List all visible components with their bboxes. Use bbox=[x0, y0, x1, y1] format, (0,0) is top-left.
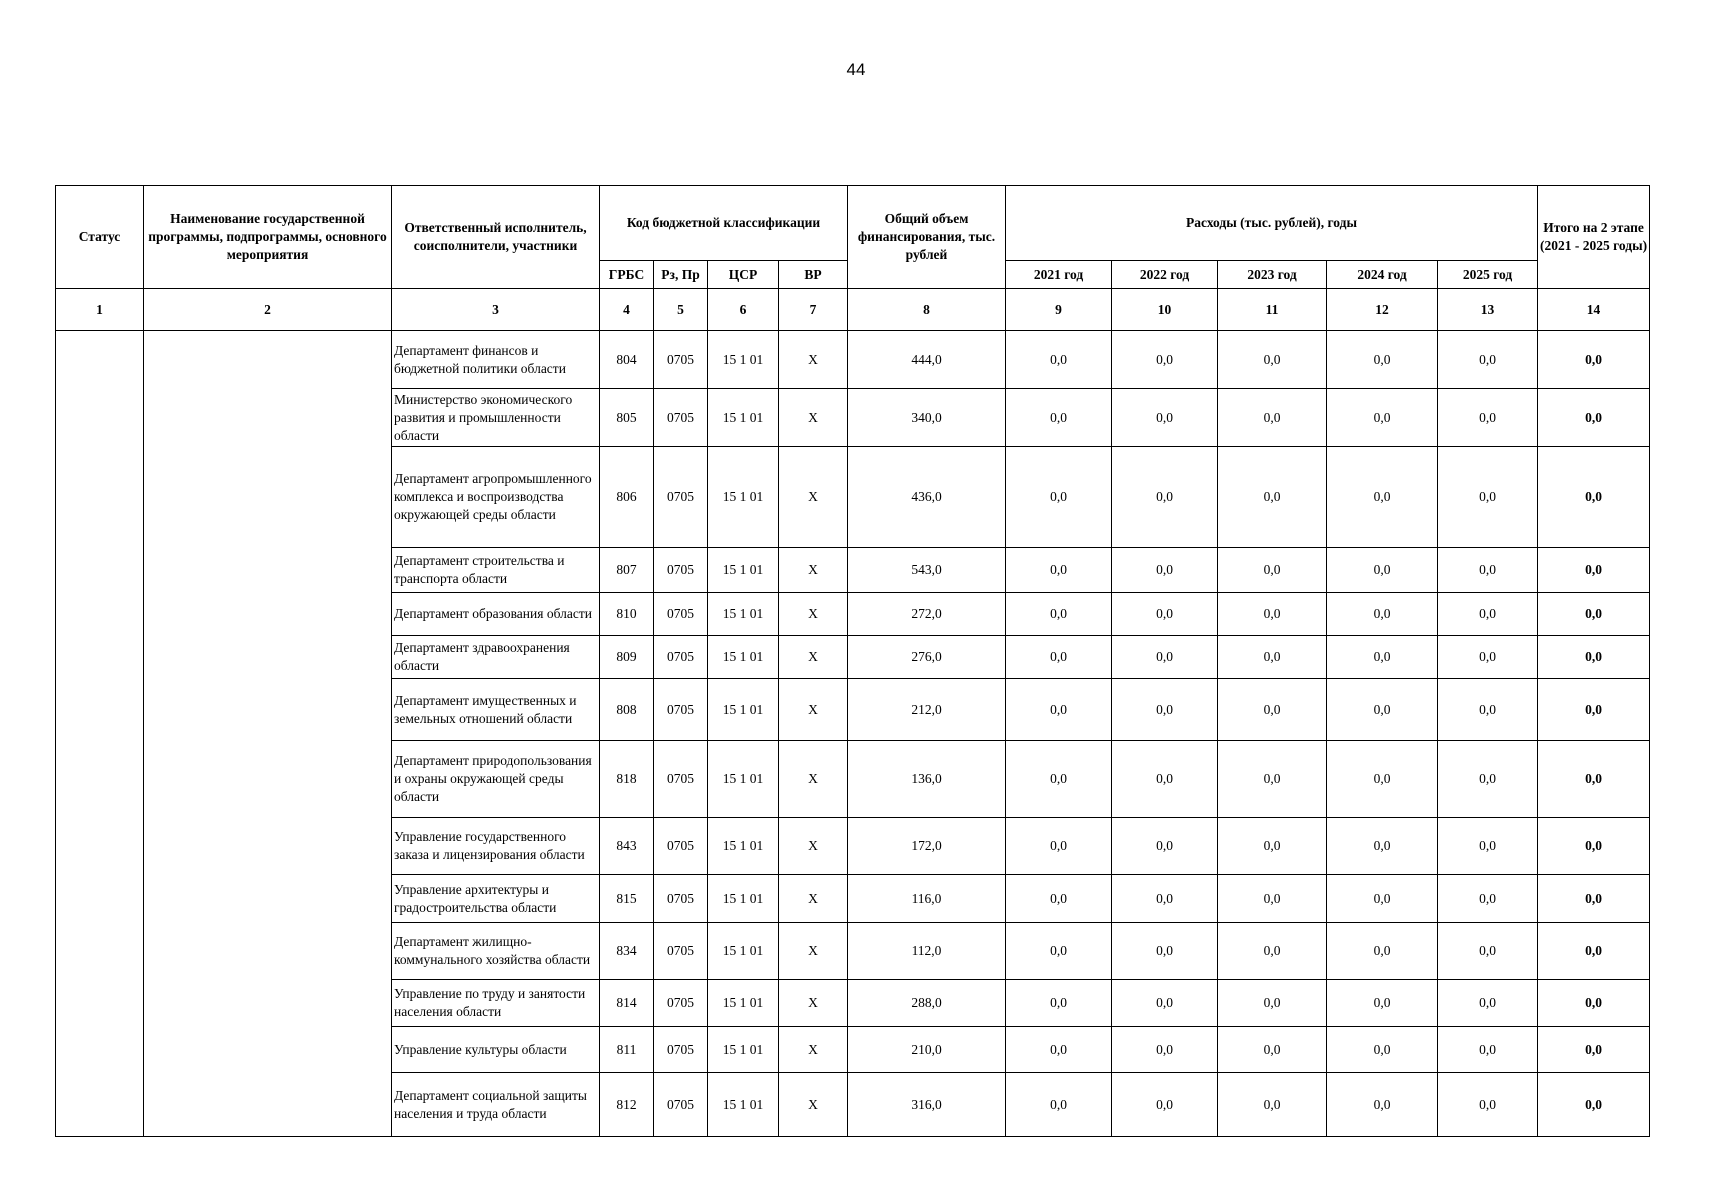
vr-cell: X bbox=[779, 1027, 848, 1073]
rz-pr-cell: 0705 bbox=[654, 447, 708, 548]
executor-cell: Департамент природопользования и охраны окружающей среды области bbox=[392, 741, 600, 818]
year-2021-cell: 0,0 bbox=[1006, 389, 1112, 447]
vr-cell: X bbox=[779, 980, 848, 1027]
year-2021-cell: 0,0 bbox=[1006, 923, 1112, 980]
executor-cell: Департамент имущественных и земельных отношений области bbox=[392, 679, 600, 741]
year-2022-cell: 0,0 bbox=[1112, 636, 1218, 679]
stage-total-cell: 0,0 bbox=[1538, 818, 1650, 875]
rz-pr-cell: 0705 bbox=[654, 593, 708, 636]
grbs-cell: 818 bbox=[600, 741, 654, 818]
csr-cell: 15 1 01 bbox=[708, 923, 779, 980]
year-2024-cell: 0,0 bbox=[1327, 593, 1438, 636]
grbs-cell: 843 bbox=[600, 818, 654, 875]
total-volume-cell: 543,0 bbox=[848, 548, 1006, 593]
stage-total-cell: 0,0 bbox=[1538, 875, 1650, 923]
year-2025-cell: 0,0 bbox=[1438, 923, 1538, 980]
year-2022-cell: 0,0 bbox=[1112, 593, 1218, 636]
year-2021-cell: 0,0 bbox=[1006, 875, 1112, 923]
header-year-2023: 2023 год bbox=[1218, 261, 1327, 289]
budget-table bbox=[55, 185, 1650, 1137]
total-volume-cell: 112,0 bbox=[848, 923, 1006, 980]
rz-pr-cell: 0705 bbox=[654, 679, 708, 741]
total-volume-cell: 436,0 bbox=[848, 447, 1006, 548]
year-2021-cell: 0,0 bbox=[1006, 679, 1112, 741]
column-number: 14 bbox=[1538, 289, 1650, 331]
grbs-cell: 806 bbox=[600, 447, 654, 548]
grbs-cell: 814 bbox=[600, 980, 654, 1027]
year-2021-cell: 0,0 bbox=[1006, 1027, 1112, 1073]
vr-cell: X bbox=[779, 636, 848, 679]
header-executor: Ответственный исполнитель, соисполнители, участники bbox=[392, 186, 600, 289]
year-2025-cell: 0,0 bbox=[1438, 331, 1538, 389]
grbs-cell: 834 bbox=[600, 923, 654, 980]
year-2025-cell: 0,0 bbox=[1438, 818, 1538, 875]
csr-cell: 15 1 01 bbox=[708, 1073, 779, 1137]
rz-pr-cell: 0705 bbox=[654, 1027, 708, 1073]
total-volume-cell: 116,0 bbox=[848, 875, 1006, 923]
csr-cell: 15 1 01 bbox=[708, 447, 779, 548]
vr-cell: X bbox=[779, 548, 848, 593]
year-2025-cell: 0,0 bbox=[1438, 1073, 1538, 1137]
column-number: 3 bbox=[392, 289, 600, 331]
header-year-2024: 2024 год bbox=[1327, 261, 1438, 289]
grbs-cell: 807 bbox=[600, 548, 654, 593]
csr-cell: 15 1 01 bbox=[708, 636, 779, 679]
rz-pr-cell: 0705 bbox=[654, 741, 708, 818]
year-2024-cell: 0,0 bbox=[1327, 331, 1438, 389]
year-2022-cell: 0,0 bbox=[1112, 679, 1218, 741]
grbs-cell: 805 bbox=[600, 389, 654, 447]
year-2024-cell: 0,0 bbox=[1327, 923, 1438, 980]
grbs-cell: 812 bbox=[600, 1073, 654, 1137]
vr-cell: X bbox=[779, 447, 848, 548]
executor-cell: Департамент здравоохранения области bbox=[392, 636, 600, 679]
stage-total-cell: 0,0 bbox=[1538, 980, 1650, 1027]
year-2024-cell: 0,0 bbox=[1327, 875, 1438, 923]
year-2021-cell: 0,0 bbox=[1006, 331, 1112, 389]
header-budget-code: Код бюджетной классификации bbox=[600, 186, 848, 261]
year-2023-cell: 0,0 bbox=[1218, 636, 1327, 679]
year-2022-cell: 0,0 bbox=[1112, 447, 1218, 548]
rz-pr-cell: 0705 bbox=[654, 923, 708, 980]
column-number: 8 bbox=[848, 289, 1006, 331]
year-2021-cell: 0,0 bbox=[1006, 447, 1112, 548]
rz-pr-cell: 0705 bbox=[654, 980, 708, 1027]
stage-total-cell: 0,0 bbox=[1538, 548, 1650, 593]
csr-cell: 15 1 01 bbox=[708, 875, 779, 923]
year-2023-cell: 0,0 bbox=[1218, 1027, 1327, 1073]
header-program-name: Наименование государственной программы, подпрограммы, основного мероприятия bbox=[144, 186, 392, 289]
column-number: 12 bbox=[1327, 289, 1438, 331]
year-2025-cell: 0,0 bbox=[1438, 636, 1538, 679]
executor-cell: Департамент образования области bbox=[392, 593, 600, 636]
year-2021-cell: 0,0 bbox=[1006, 593, 1112, 636]
header-year-2021: 2021 год bbox=[1006, 261, 1112, 289]
grbs-cell: 804 bbox=[600, 331, 654, 389]
year-2023-cell: 0,0 bbox=[1218, 447, 1327, 548]
column-numbers-row bbox=[56, 289, 1650, 331]
rz-pr-cell: 0705 bbox=[654, 818, 708, 875]
grbs-cell: 810 bbox=[600, 593, 654, 636]
year-2023-cell: 0,0 bbox=[1218, 548, 1327, 593]
year-2025-cell: 0,0 bbox=[1438, 679, 1538, 741]
csr-cell: 15 1 01 bbox=[708, 548, 779, 593]
stage-total-cell: 0,0 bbox=[1538, 593, 1650, 636]
executor-cell: Управление по труду и занятости населения области bbox=[392, 980, 600, 1027]
total-volume-cell: 340,0 bbox=[848, 389, 1006, 447]
executor-cell: Министерство экономического развития и промышленности области bbox=[392, 389, 600, 447]
executor-cell: Департамент строительства и транспорта области bbox=[392, 548, 600, 593]
total-volume-cell: 288,0 bbox=[848, 980, 1006, 1027]
year-2024-cell: 0,0 bbox=[1327, 741, 1438, 818]
grbs-cell: 809 bbox=[600, 636, 654, 679]
column-number: 2 bbox=[144, 289, 392, 331]
table-row bbox=[56, 331, 1650, 389]
year-2021-cell: 0,0 bbox=[1006, 636, 1112, 679]
year-2025-cell: 0,0 bbox=[1438, 593, 1538, 636]
year-2024-cell: 0,0 bbox=[1327, 1027, 1438, 1073]
grbs-cell: 808 bbox=[600, 679, 654, 741]
csr-cell: 15 1 01 bbox=[708, 818, 779, 875]
stage-total-cell: 0,0 bbox=[1538, 741, 1650, 818]
year-2022-cell: 0,0 bbox=[1112, 980, 1218, 1027]
header-status: Статус bbox=[56, 186, 144, 289]
stage-total-cell: 0,0 bbox=[1538, 923, 1650, 980]
column-number: 6 bbox=[708, 289, 779, 331]
csr-cell: 15 1 01 bbox=[708, 331, 779, 389]
rz-pr-cell: 0705 bbox=[654, 389, 708, 447]
vr-cell: X bbox=[779, 331, 848, 389]
executor-cell: Департамент агропромышленного комплекса и воспроизводства окружающей среды области bbox=[392, 447, 600, 548]
year-2023-cell: 0,0 bbox=[1218, 980, 1327, 1027]
program-name-cell bbox=[144, 331, 392, 1137]
year-2024-cell: 0,0 bbox=[1327, 1073, 1438, 1137]
column-number: 7 bbox=[779, 289, 848, 331]
year-2023-cell: 0,0 bbox=[1218, 1073, 1327, 1137]
executor-cell: Департамент финансов и бюджетной политики области bbox=[392, 331, 600, 389]
total-volume-cell: 136,0 bbox=[848, 741, 1006, 818]
header-total-volume: Общий объем финансирования, тыс. рублей bbox=[848, 186, 1006, 289]
year-2024-cell: 0,0 bbox=[1327, 636, 1438, 679]
year-2024-cell: 0,0 bbox=[1327, 389, 1438, 447]
vr-cell: X bbox=[779, 875, 848, 923]
year-2021-cell: 0,0 bbox=[1006, 1073, 1112, 1137]
year-2023-cell: 0,0 bbox=[1218, 593, 1327, 636]
rz-pr-cell: 0705 bbox=[654, 875, 708, 923]
vr-cell: X bbox=[779, 679, 848, 741]
rz-pr-cell: 0705 bbox=[654, 331, 708, 389]
year-2022-cell: 0,0 bbox=[1112, 331, 1218, 389]
year-2025-cell: 0,0 bbox=[1438, 447, 1538, 548]
column-number: 4 bbox=[600, 289, 654, 331]
grbs-cell: 811 bbox=[600, 1027, 654, 1073]
stage-total-cell: 0,0 bbox=[1538, 389, 1650, 447]
header-stage-total: Итого на 2 этапе (2021 - 2025 годы) bbox=[1538, 186, 1650, 289]
header-expenses: Расходы (тыс. рублей), годы bbox=[1006, 186, 1538, 261]
total-volume-cell: 276,0 bbox=[848, 636, 1006, 679]
year-2022-cell: 0,0 bbox=[1112, 875, 1218, 923]
executor-cell: Департамент социальной защиты населения и труда области bbox=[392, 1073, 600, 1137]
csr-cell: 15 1 01 bbox=[708, 593, 779, 636]
vr-cell: X bbox=[779, 1073, 848, 1137]
vr-cell: X bbox=[779, 389, 848, 447]
year-2022-cell: 0,0 bbox=[1112, 1027, 1218, 1073]
stage-total-cell: 0,0 bbox=[1538, 447, 1650, 548]
csr-cell: 15 1 01 bbox=[708, 679, 779, 741]
year-2022-cell: 0,0 bbox=[1112, 548, 1218, 593]
year-2025-cell: 0,0 bbox=[1438, 548, 1538, 593]
year-2024-cell: 0,0 bbox=[1327, 818, 1438, 875]
year-2024-cell: 0,0 bbox=[1327, 447, 1438, 548]
year-2022-cell: 0,0 bbox=[1112, 923, 1218, 980]
rz-pr-cell: 0705 bbox=[654, 1073, 708, 1137]
year-2024-cell: 0,0 bbox=[1327, 548, 1438, 593]
year-2021-cell: 0,0 bbox=[1006, 818, 1112, 875]
total-volume-cell: 316,0 bbox=[848, 1073, 1006, 1137]
year-2022-cell: 0,0 bbox=[1112, 741, 1218, 818]
column-number: 13 bbox=[1438, 289, 1538, 331]
year-2022-cell: 0,0 bbox=[1112, 818, 1218, 875]
vr-cell: X bbox=[779, 923, 848, 980]
csr-cell: 15 1 01 bbox=[708, 1027, 779, 1073]
stage-total-cell: 0,0 bbox=[1538, 331, 1650, 389]
rz-pr-cell: 0705 bbox=[654, 548, 708, 593]
stage-total-cell: 0,0 bbox=[1538, 679, 1650, 741]
status-cell bbox=[56, 331, 144, 1137]
executor-cell: Управление архитектуры и градостроительства области bbox=[392, 875, 600, 923]
vr-cell: X bbox=[779, 593, 848, 636]
total-volume-cell: 444,0 bbox=[848, 331, 1006, 389]
column-number: 1 bbox=[56, 289, 144, 331]
year-2022-cell: 0,0 bbox=[1112, 389, 1218, 447]
year-2024-cell: 0,0 bbox=[1327, 679, 1438, 741]
year-2025-cell: 0,0 bbox=[1438, 980, 1538, 1027]
csr-cell: 15 1 01 bbox=[708, 741, 779, 818]
total-volume-cell: 172,0 bbox=[848, 818, 1006, 875]
header-csr: ЦСР bbox=[708, 261, 779, 289]
year-2025-cell: 0,0 bbox=[1438, 1027, 1538, 1073]
total-volume-cell: 210,0 bbox=[848, 1027, 1006, 1073]
year-2022-cell: 0,0 bbox=[1112, 1073, 1218, 1137]
grbs-cell: 815 bbox=[600, 875, 654, 923]
year-2023-cell: 0,0 bbox=[1218, 331, 1327, 389]
year-2025-cell: 0,0 bbox=[1438, 875, 1538, 923]
column-number: 5 bbox=[654, 289, 708, 331]
stage-total-cell: 0,0 bbox=[1538, 1073, 1650, 1137]
year-2023-cell: 0,0 bbox=[1218, 923, 1327, 980]
header-year-2025: 2025 год bbox=[1438, 261, 1538, 289]
stage-total-cell: 0,0 bbox=[1538, 1027, 1650, 1073]
executor-cell: Департамент жилищно-коммунального хозяйства области bbox=[392, 923, 600, 980]
year-2023-cell: 0,0 bbox=[1218, 679, 1327, 741]
csr-cell: 15 1 01 bbox=[708, 980, 779, 1027]
vr-cell: X bbox=[779, 741, 848, 818]
year-2023-cell: 0,0 bbox=[1218, 741, 1327, 818]
vr-cell: X bbox=[779, 818, 848, 875]
year-2025-cell: 0,0 bbox=[1438, 741, 1538, 818]
page-number: 44 bbox=[846, 60, 866, 79]
year-2025-cell: 0,0 bbox=[1438, 389, 1538, 447]
year-2023-cell: 0,0 bbox=[1218, 389, 1327, 447]
year-2021-cell: 0,0 bbox=[1006, 548, 1112, 593]
column-number: 11 bbox=[1218, 289, 1327, 331]
year-2024-cell: 0,0 bbox=[1327, 980, 1438, 1027]
column-number: 9 bbox=[1006, 289, 1112, 331]
total-volume-cell: 272,0 bbox=[848, 593, 1006, 636]
year-2021-cell: 0,0 bbox=[1006, 980, 1112, 1027]
header-year-2022: 2022 год bbox=[1112, 261, 1218, 289]
header-vr: ВР bbox=[779, 261, 848, 289]
year-2021-cell: 0,0 bbox=[1006, 741, 1112, 818]
rz-pr-cell: 0705 bbox=[654, 636, 708, 679]
stage-total-cell: 0,0 bbox=[1538, 636, 1650, 679]
header-rz-pr: Рз, Пр bbox=[654, 261, 708, 289]
header-grbs: ГРБС bbox=[600, 261, 654, 289]
executor-cell: Управление государственного заказа и лицензирования области bbox=[392, 818, 600, 875]
total-volume-cell: 212,0 bbox=[848, 679, 1006, 741]
column-number: 10 bbox=[1112, 289, 1218, 331]
csr-cell: 15 1 01 bbox=[708, 389, 779, 447]
year-2023-cell: 0,0 bbox=[1218, 818, 1327, 875]
year-2023-cell: 0,0 bbox=[1218, 875, 1327, 923]
executor-cell: Управление культуры области bbox=[392, 1027, 600, 1073]
